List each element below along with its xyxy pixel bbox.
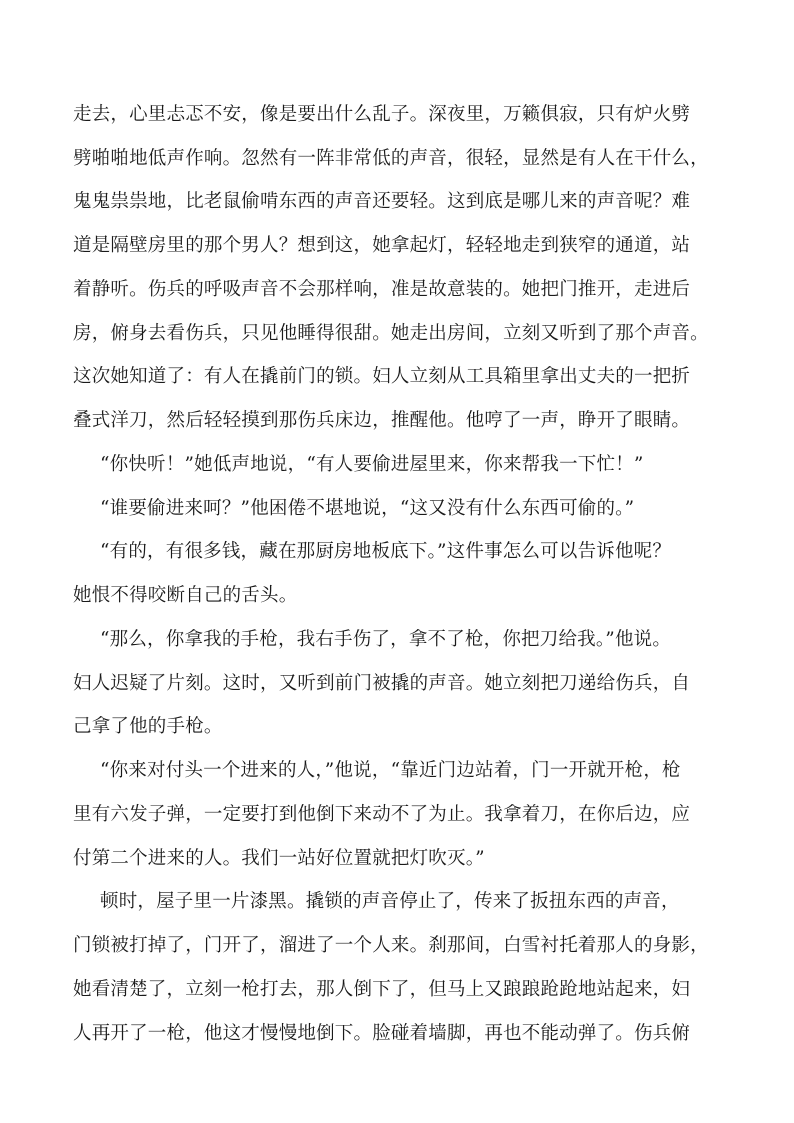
text-line-4: 道是隔壁房里的那个男人？想到这，她拿起灯，轻轻地走到狭窄的通道，站 <box>73 235 691 256</box>
text-line-11: “有的，有很多钱，藏在那厨房地板底下。”这件事怎么可以告诉他呢？ <box>100 541 672 562</box>
text-line-7: 这次她知道了：有人在撬前门的锁。妇人立刻从工具箱里拿出丈夫的一把折 <box>73 366 691 387</box>
text-line-5: 着静听。伤兵的呼吸声音不会那样响，准是故意装的。她把门推开，走进后 <box>73 279 691 300</box>
text-line-19: 顿时，屋子里一片漆黑。撬锁的声音停止了，传来了扳扭东西的声音， <box>100 891 680 912</box>
text-line-15: 己拿了他的手枪。 <box>73 716 223 737</box>
text-line-22: 人再开了一枪，他这才慢慢地倒下。脸碰着墙脚，再也不能动弹了。伤兵俯 <box>73 1023 691 1044</box>
text-line-8: 叠式洋刀，然后轻轻摸到那伤兵床边，推醒他。他哼了一声，睁开了眼睛。 <box>73 410 691 431</box>
text-line-14: 妇人迟疑了片刻。这时，又听到前门被撬的声音。她立刻把刀递给伤兵，自 <box>73 673 691 694</box>
text-line-20: 门锁被打掉了，门开了，溜进了一个人来。刹那间，白雪衬托着那人的身影， <box>73 935 709 956</box>
text-line-17: 里有六发子弹，一定要打到他倒下来动不了为止。我拿着刀，在你后边，应 <box>73 804 691 825</box>
text-line-6: 房，俯身去看伤兵，只见他睡得很甜。她走出房间，立刻又听到了那个声音。 <box>73 323 709 344</box>
text-line-21: 她看清楚了，立刻一枪打去，那人倒下了，但马上又踉踉跄跄地站起来，妇 <box>73 979 691 1000</box>
text-line-13: “那么，你拿我的手枪，我右手伤了，拿不了枪，你把刀给我。”他说。 <box>100 629 672 650</box>
text-line-12: 她恨不得咬断自己的舌头。 <box>73 585 298 606</box>
text-line-18: 付第二个进来的人。我们一站好位置就把灯吹灭。” <box>73 848 485 869</box>
text-line-2: 劈啪啪地低声作响。忽然有一阵非常低的声音，很轻，显然是有人在干什么， <box>73 148 709 169</box>
text-line-3: 鬼鬼祟祟地，比老鼠偷啃东西的声音还要轻。这到底是哪儿来的声音呢？难 <box>73 191 691 212</box>
text-line-16: “你来对付头一个进来的人，”他说，“靠近门边站着，门一开就开枪，枪 <box>100 760 681 781</box>
text-line-1: 走去，心里忐忑不安，像是要出什么乱子。深夜里，万籁俱寂，只有炉火劈 <box>73 104 691 125</box>
text-line-10: “谁要偷进来呵？”他困倦不堪地说，“这又没有什么东西可偷的。” <box>100 498 635 519</box>
text-line-9: “你快听！”她低声地说，“有人要偷进屋里来，你来帮我一下忙！” <box>100 454 644 475</box>
